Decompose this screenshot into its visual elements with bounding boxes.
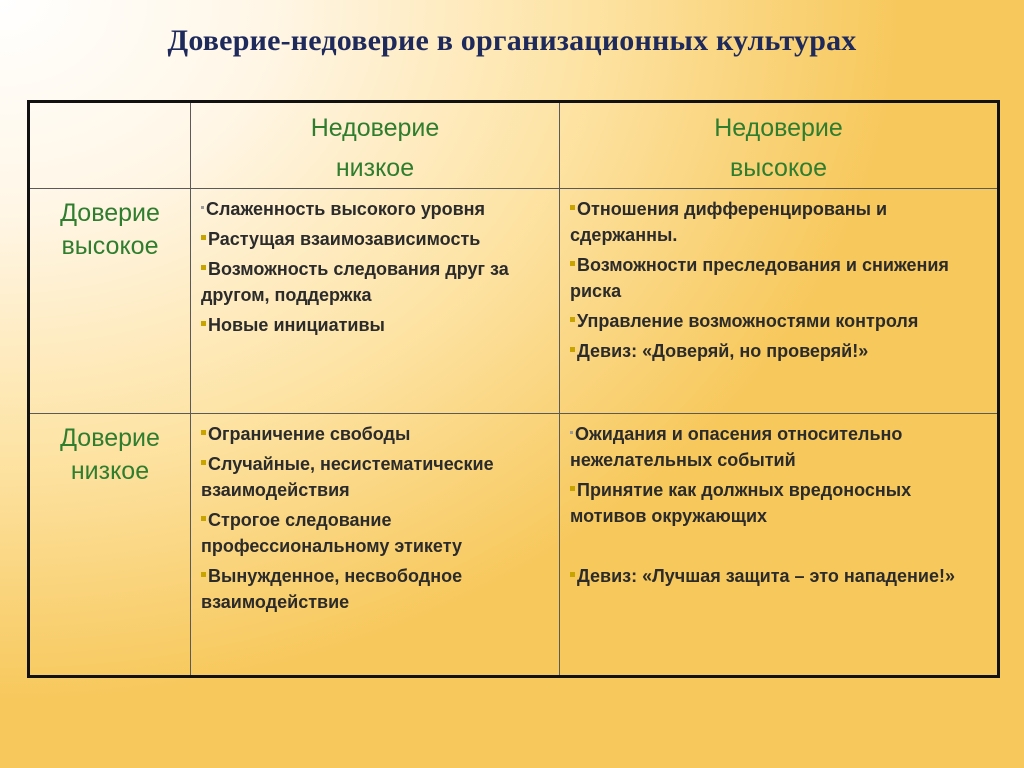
bullet-icon bbox=[201, 206, 204, 209]
list-item bbox=[201, 421, 553, 447]
column-header-line2: высокое bbox=[730, 154, 827, 182]
list-item-text: Девиз: «Лучшая защита – это нападение!» bbox=[577, 566, 955, 586]
bullet-icon bbox=[570, 347, 575, 352]
row-header-line2: высокое bbox=[61, 232, 159, 260]
list-item bbox=[201, 312, 553, 338]
list-item bbox=[570, 563, 991, 589]
cell-high-trust-low-distrust bbox=[191, 189, 560, 414]
row-header-line1: Доверие bbox=[60, 199, 160, 227]
bullet-icon bbox=[201, 460, 206, 465]
list-item bbox=[570, 308, 991, 334]
list-item bbox=[201, 256, 553, 308]
cell-low-trust-low-distrust bbox=[191, 414, 560, 677]
list-item bbox=[570, 338, 991, 364]
row-header-high-trust bbox=[29, 189, 191, 414]
bullet-icon bbox=[201, 430, 206, 435]
list-item-text: Девиз: «Доверяй, но проверяй!» bbox=[577, 341, 869, 361]
list-item-text: Возможности преследования и снижения риска bbox=[570, 255, 949, 301]
list-item bbox=[201, 563, 553, 615]
bullet-icon bbox=[201, 235, 206, 240]
cell-high-trust-high-distrust bbox=[560, 189, 999, 414]
list-item bbox=[201, 507, 553, 559]
row-header-line2: низкое bbox=[70, 457, 150, 485]
bullet-icon bbox=[570, 205, 575, 210]
list-item bbox=[201, 196, 553, 222]
column-header-line1: Недоверие bbox=[310, 114, 440, 142]
list-item-text: Строгое следование профессиональному этикету bbox=[201, 510, 462, 556]
row-header-low-trust bbox=[29, 414, 191, 677]
bullet-icon bbox=[570, 317, 575, 322]
list-item-text: Управление возможностями контроля bbox=[577, 311, 919, 331]
table-row-high-trust bbox=[29, 189, 999, 414]
list-item-text: Ограничение свободы bbox=[208, 424, 411, 444]
list-item bbox=[570, 477, 991, 529]
list-item-text: Ожидания и опасения относительно нежелательных событий bbox=[570, 424, 903, 470]
list-item-text: Вынужденное, несвободное взаимодействие bbox=[201, 566, 463, 612]
list-item-text: Слаженность высокого уровня bbox=[206, 199, 486, 219]
bullet-icon bbox=[201, 572, 206, 577]
bullet-icon bbox=[570, 572, 575, 577]
list-item-text: Растущая взаимозависимость bbox=[208, 229, 481, 249]
column-header-line2: низкое bbox=[335, 154, 415, 182]
column-header-high-distrust bbox=[560, 102, 999, 189]
list-item-text: Принятие как должных вредоносных мотивов окружающих bbox=[570, 480, 912, 526]
table-header-row bbox=[29, 102, 999, 189]
column-header-line1: Недоверие bbox=[714, 114, 843, 142]
list-item bbox=[201, 451, 553, 503]
bullet-icon bbox=[570, 431, 573, 434]
list-item bbox=[570, 196, 991, 248]
bullet-icon bbox=[570, 486, 575, 491]
table-row-low-trust bbox=[29, 414, 999, 677]
bullet-icon bbox=[570, 261, 575, 266]
list-item bbox=[201, 226, 553, 252]
bullet-icon bbox=[201, 265, 206, 270]
corner-cell bbox=[29, 102, 191, 189]
list-item-text: Случайные, несистематические взаимодействия bbox=[201, 454, 494, 500]
list-item bbox=[570, 421, 991, 473]
cell-low-trust-high-distrust bbox=[560, 414, 999, 677]
column-header-low-distrust bbox=[191, 102, 560, 189]
bullet-icon bbox=[201, 516, 206, 521]
list-item-text: Новые инициативы bbox=[208, 315, 385, 335]
bullet-icon bbox=[201, 321, 206, 326]
list-item bbox=[570, 252, 991, 304]
trust-distrust-table bbox=[27, 100, 1000, 678]
row-header-line1: Доверие bbox=[60, 424, 160, 452]
list-item-text: Возможность следования друг за другом, поддержка bbox=[201, 259, 509, 305]
list-item-text: Отношения дифференцированы и сдержанны. bbox=[570, 199, 888, 245]
slide-title: Доверие-недоверие в организационных культурах bbox=[167, 24, 857, 57]
